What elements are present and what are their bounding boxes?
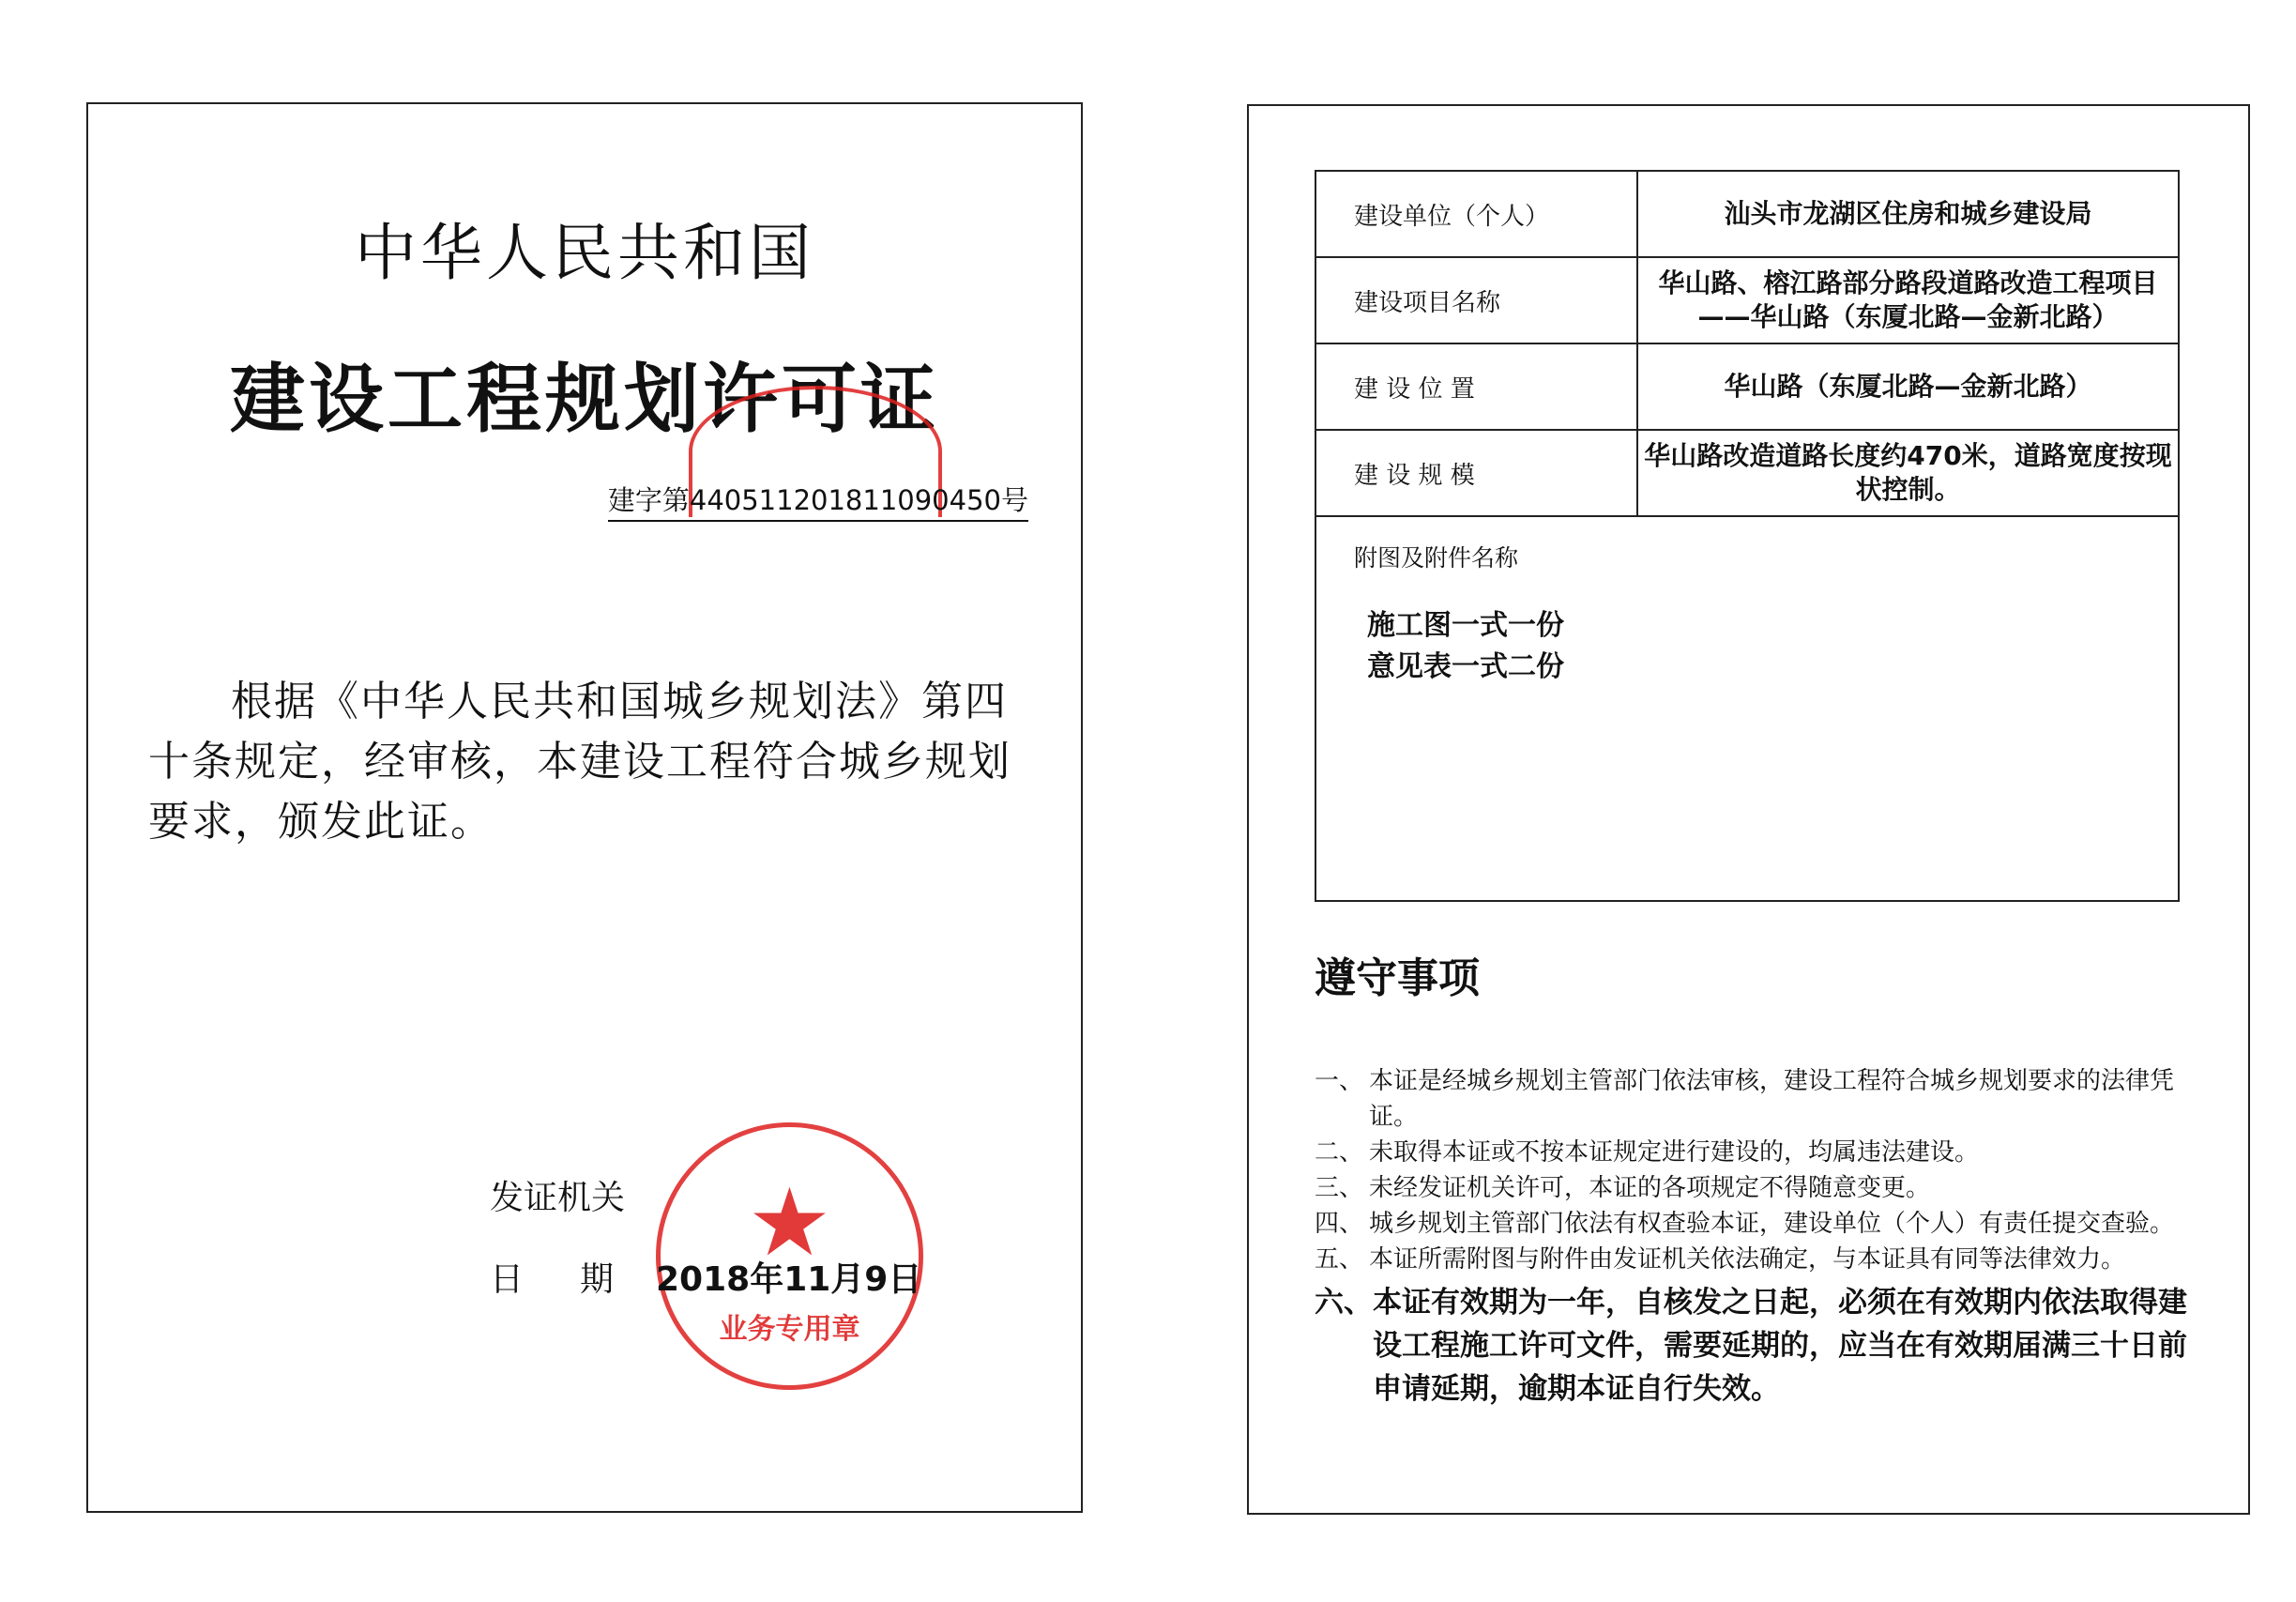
attachments-cell xyxy=(1315,516,2179,901)
row-value-unit: 汕头市龙湖区住房和城乡建设局 xyxy=(1637,171,2179,257)
stamp-text: 业务专用章 xyxy=(719,1313,860,1346)
table-row xyxy=(1315,343,2179,430)
list-item: 四、 城乡规划主管部门依法有权查验本证，建设单位（个人）有责任提交查验。 xyxy=(1315,1210,2175,1238)
rules-list xyxy=(1315,1063,2197,1411)
star-icon: ★ xyxy=(747,1167,832,1277)
row-value-location: 华山路（东厦北路—金新北路） xyxy=(1637,343,2179,430)
row-label-scale: 建 设 规 模 xyxy=(1315,430,1637,516)
permit-cover-page xyxy=(86,102,1083,1513)
row-label-unit: 建设单位（个人） xyxy=(1315,171,1637,257)
date-label: 日期 xyxy=(490,1260,671,1299)
list-item: 六、 本证有效期为一年，自核发之日起，必须在有效期内依法取得建设工程施工许可文件，需要延期的，应当在有效期届满三十日前申请延期，逾期本证自行失效。 xyxy=(1315,1286,2187,1406)
row-label-project-name: 建设项目名称 xyxy=(1315,257,1637,343)
permit-details-page xyxy=(1247,104,2250,1515)
row-value-scale: 华山路改造道路长度约470米，道路宽度按现状控制。 xyxy=(1637,430,2179,516)
attachment-item: 施工图一式一份 xyxy=(1367,609,1564,642)
attachments-label: 附图及附件名称 xyxy=(1354,544,1519,572)
table-row xyxy=(1315,257,2179,343)
permit-number: 建字第440511201811090450号 xyxy=(608,480,1028,522)
permit-body-text: 根据《中华人民共和国城乡规划法》第四十条规定，经审核，本建设工程符合城乡规划要求，颁发此证。 xyxy=(148,678,1011,846)
table-row xyxy=(1315,171,2179,257)
table-row xyxy=(1315,430,2179,516)
issue-date: 2018年11月9日 xyxy=(656,1260,922,1299)
rules-title: 遵守事项 xyxy=(1315,954,1480,1002)
row-label-location: 建 设 位 置 xyxy=(1315,343,1637,430)
permit-title: 建设工程规划许可证 xyxy=(230,356,939,443)
country-title: 中华人民共和国 xyxy=(355,217,814,289)
list-item: 三、 未经发证机关许可，本证的各项规定不得随意变更。 xyxy=(1315,1174,1931,1202)
issuer-label: 发证机关 xyxy=(490,1179,626,1217)
list-item: 二、 未取得本证或不按本证规定进行建设的，均属违法建设。 xyxy=(1315,1138,1980,1167)
list-item: 五、 本证所需附图与附件由发证机关依法确定，与本证具有同等法律效力。 xyxy=(1315,1245,2126,1274)
table-row xyxy=(1315,516,2179,901)
row-value-project-name: 华山路、榕江路部分路段道路改造工程项目——华山路（东厦北路—金新北路） xyxy=(1637,257,2179,343)
attachment-item: 意见表一式二份 xyxy=(1367,650,1564,683)
project-info-table xyxy=(1315,170,2180,902)
list-item: 一、 本证是经城乡规划主管部门依法审核，建设工程符合城乡规划要求的法律凭证。 xyxy=(1315,1067,2175,1131)
